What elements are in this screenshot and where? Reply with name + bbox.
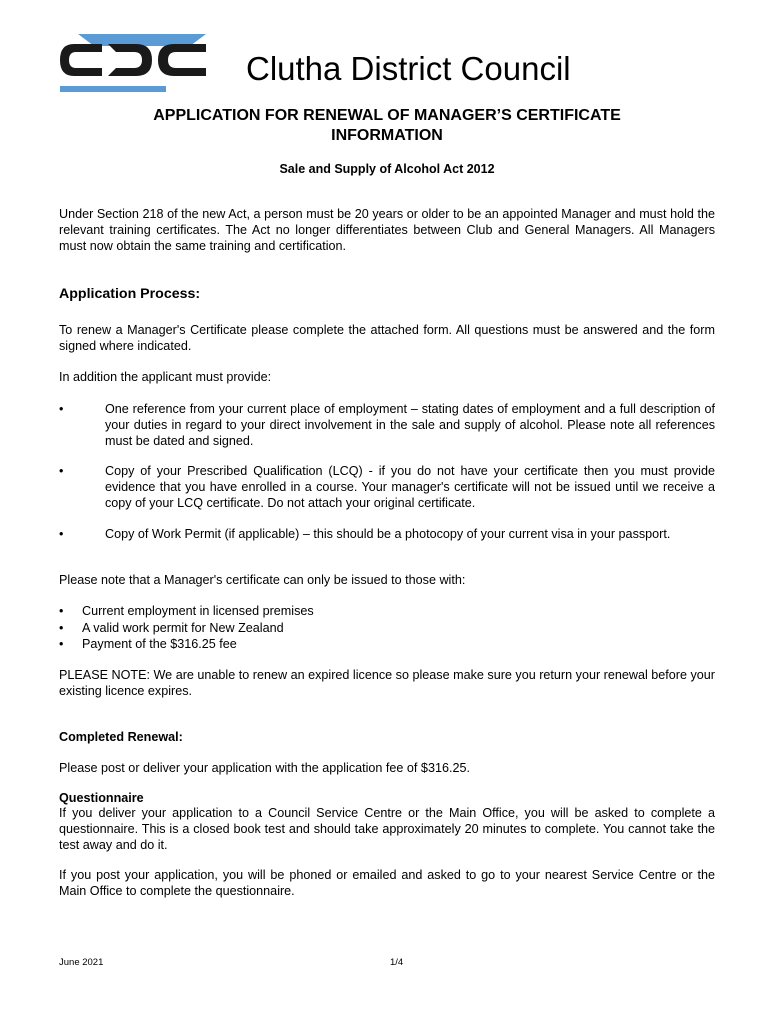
renewal-paragraph: Please post or deliver your application with the application fee of $316.25. bbox=[59, 761, 470, 775]
title-line-2: INFORMATION bbox=[331, 127, 443, 144]
act-subtitle: Sale and Supply of Alcohol Act 2012 bbox=[279, 162, 495, 176]
process-paragraph-2: In addition the applicant must provide: bbox=[59, 370, 272, 384]
requirement-item: Copy of your Prescribed Qualification (LCQ) - if you do not have your certificate then you must provide evidence that you have enrolled in a course. Your manager's certificate will not be issued until we receive a copy of your LCQ certificate. Do not attach your original certificate. bbox=[105, 464, 715, 511]
bullet-icon: • bbox=[59, 604, 64, 618]
cdc-logo bbox=[56, 32, 212, 94]
process-paragraph-1: To renew a Manager's Certificate please complete the attached form. All questions must be answered and the form signed where indicated. bbox=[59, 323, 715, 354]
requirement-item: Copy of Work Permit (if applicable) – this should be a photocopy of your current visa in your passport. bbox=[105, 527, 671, 541]
completed-renewal-heading: Completed Renewal: bbox=[59, 730, 183, 744]
questionnaire-paragraph-2: If you post your application, you will be phoned or emailed and asked to go to your nearest Service Centre or the Main Office to complete the questionnaire. bbox=[59, 868, 715, 899]
bullet-icon: • bbox=[59, 637, 64, 651]
document-title bbox=[60, 106, 714, 146]
logo-letter-d bbox=[108, 44, 152, 76]
logo-blue-underline bbox=[60, 86, 166, 92]
eligibility-item: A valid work permit for New Zealand bbox=[82, 621, 284, 635]
eligibility-item: Current employment in licensed premises bbox=[82, 604, 314, 618]
eligibility-intro: Please note that a Manager's certificate can only be issued to those with: bbox=[59, 573, 466, 587]
title-line-1: APPLICATION FOR RENEWAL OF MANAGER’S CERTIFICATE bbox=[153, 107, 621, 124]
bullet-icon: • bbox=[59, 402, 64, 416]
bullet-icon: • bbox=[59, 464, 64, 478]
bullet-icon: • bbox=[59, 527, 64, 541]
questionnaire-paragraph-1: If you deliver your application to a Council Service Centre or the Main Office, you will be asked to complete a questionnaire. This is a closed book test and should take approximately 20 minutes to complete. You cannot take the test away and do it. bbox=[59, 806, 715, 853]
questionnaire-heading: Questionnaire bbox=[59, 791, 144, 805]
footer-page-number: 1/4 bbox=[390, 957, 404, 968]
org-name: Clutha District Council bbox=[246, 50, 571, 87]
bullet-icon: • bbox=[59, 621, 64, 635]
footer-date: June 2021 bbox=[59, 957, 104, 968]
logo-letter-c2 bbox=[158, 44, 206, 76]
eligibility-item: Payment of the $316.25 fee bbox=[82, 637, 237, 651]
application-process-heading: Application Process: bbox=[59, 286, 201, 302]
expiry-note: PLEASE NOTE: We are unable to renew an expired licence so please make sure you return your renewal before your existing licence expires. bbox=[59, 668, 715, 699]
intro-paragraph: Under Section 218 of the new Act, a person must be 20 years or older to be an appointed Manager and must hold the relevant training certificates. The Act no longer differentiates between Club and General Managers. All Managers must now obtain the same training and certification. bbox=[59, 207, 715, 254]
requirement-item: One reference from your current place of employment – stating dates of employment and a full description of your duties in regard to your direct involvement in the sale and supply of alcohol. Please note all references must be dated and signed. bbox=[105, 402, 715, 449]
logo-letter-c1 bbox=[60, 44, 102, 76]
